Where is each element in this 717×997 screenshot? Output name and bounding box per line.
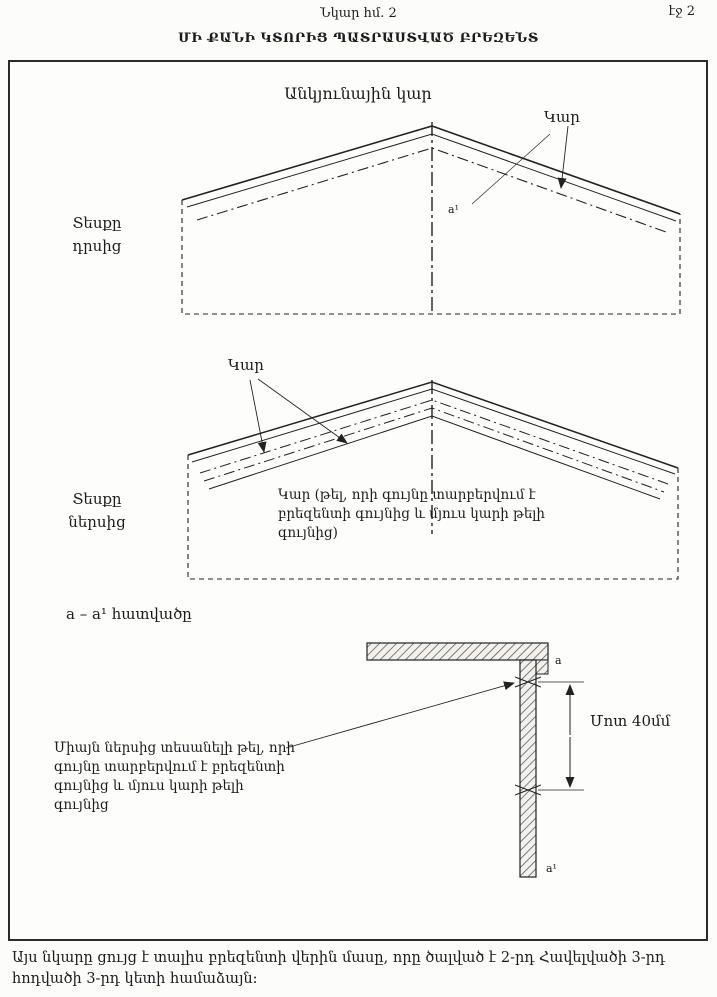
section-marker-a: a — [555, 654, 562, 667]
page-number: էջ 2 — [668, 4, 695, 19]
view-outside-line2: դրսից — [72, 236, 122, 255]
view-outside-line1: Տեսքը — [72, 214, 122, 232]
outside-view-drawing — [182, 122, 680, 314]
section-title: a – a¹ հատվածը — [66, 605, 192, 623]
figure-caption: Այս նկարը ցույց է տալիս բրեզենտի վերին մասը, որը ծալված է 2-րդ Հավելվածի 3-րդ հոդվածի 3-րդ կետի համաձայն: — [12, 950, 666, 988]
view-inside-line1: Տեսքը — [72, 490, 122, 508]
view-outside-label — [58, 212, 136, 257]
cross-section-drawing — [286, 643, 584, 877]
thread-pointer-arrow — [286, 683, 514, 748]
document-title: ՄԻ ՔԱՆԻ ԿՏՈՐԻՑ ՊԱՏՐԱՍՏՎԱԾ ԲՐԵԶԵՆՏ — [178, 31, 539, 46]
figure-frame — [8, 60, 708, 941]
view-inside-line2: ներսից — [68, 512, 126, 531]
seam-color-note: Կար (թել, որի գույնը տարբերվում է բրեզենտի գույնից և մյուս կարի թելի գույնից) — [278, 487, 545, 542]
thread-visibility-note: Միայն ներսից տեսանելի թել, որի գույնը տարբերվում է բրեզենտի գույնից և մյուս կարի թելի գույնից — [54, 740, 295, 814]
diagram-heading: Անկյունային կար — [284, 84, 432, 103]
seam-arrow-inside-2 — [250, 380, 264, 452]
dimension-label: Մոտ 40մմ — [590, 712, 671, 730]
section-marker-a1-top: a¹ — [448, 203, 459, 216]
inside-view-drawing — [188, 379, 678, 579]
seam-label-inside: Կար — [228, 356, 264, 374]
view-inside-label — [58, 488, 136, 533]
seam-label-top: Կար — [544, 108, 580, 126]
figure-number: Նկար հմ. 2 — [320, 6, 397, 21]
section-marker-a1-bottom: a¹ — [546, 862, 557, 875]
seam-arrow-top — [561, 126, 568, 188]
